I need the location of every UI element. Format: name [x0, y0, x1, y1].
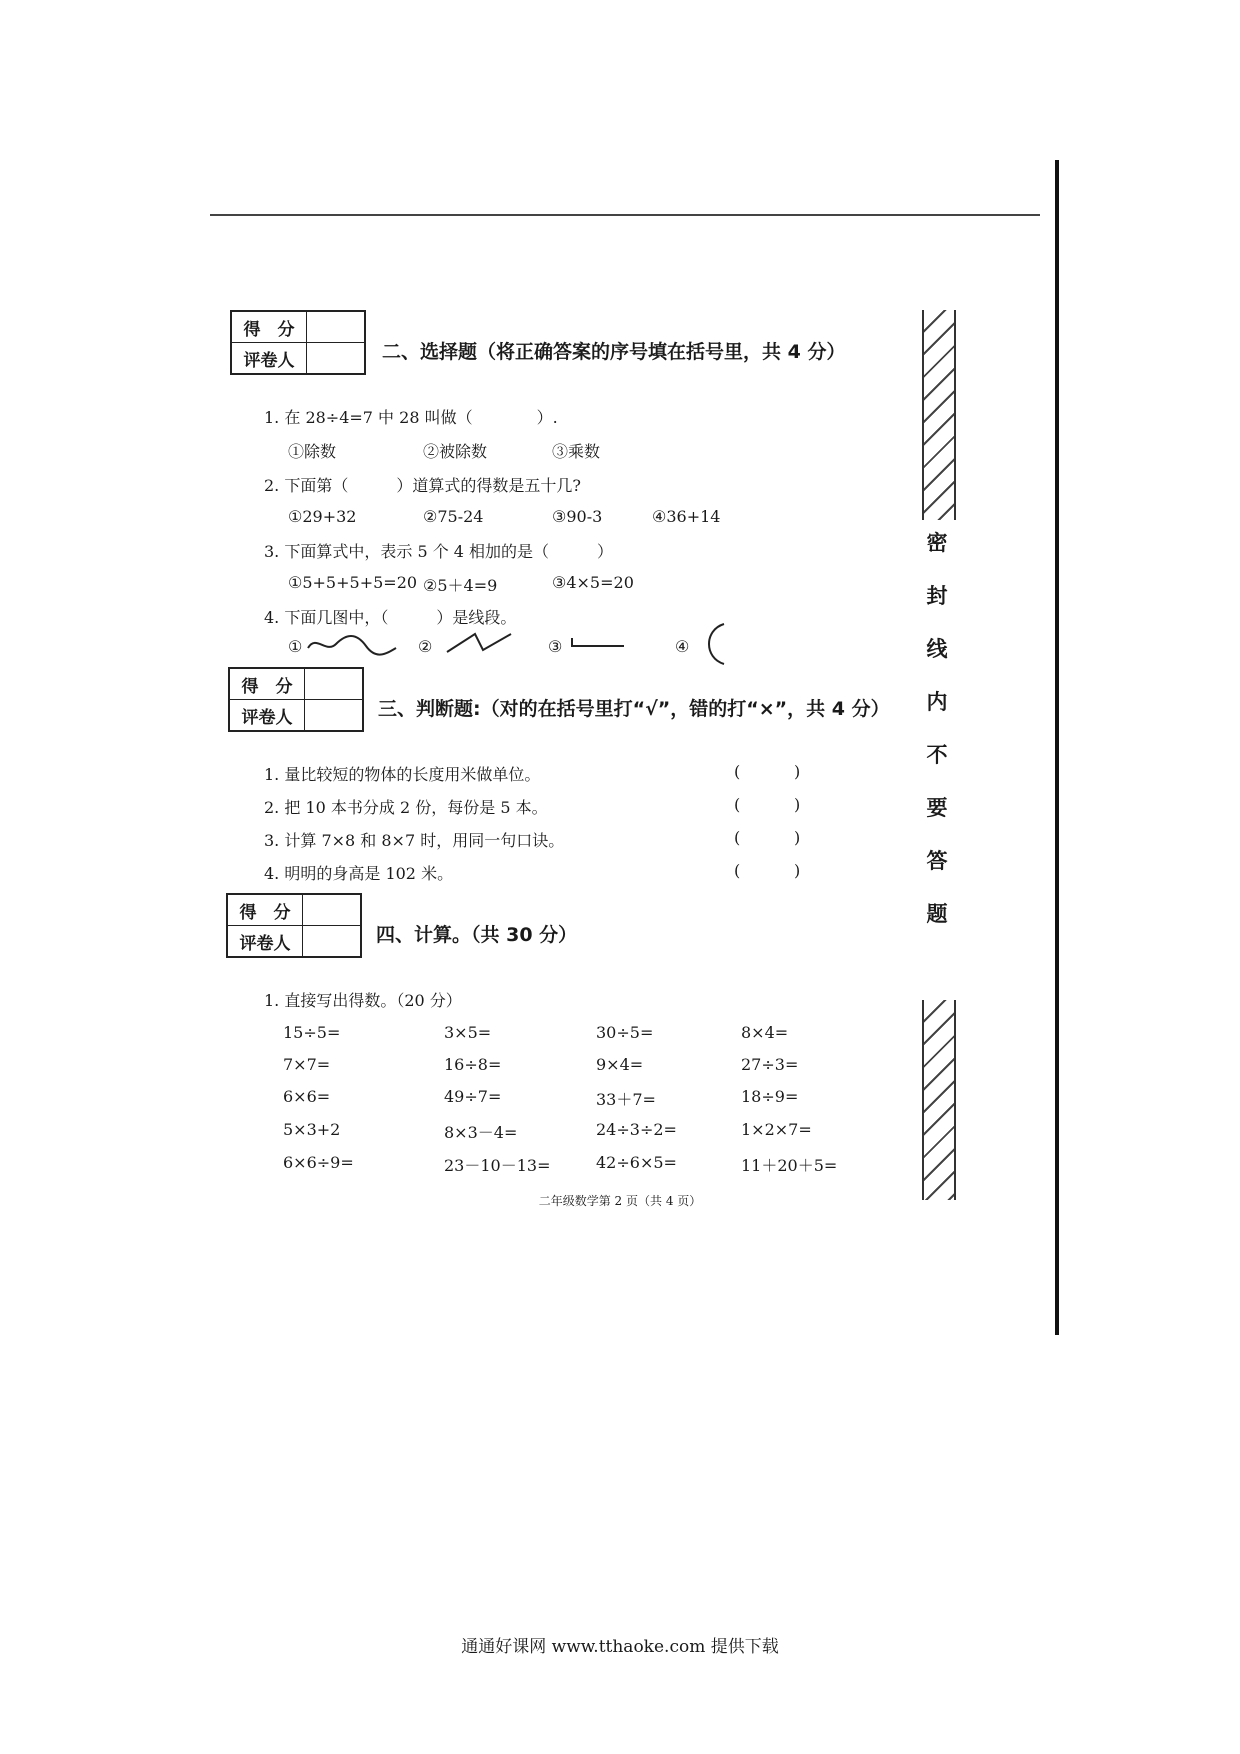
score-box-section4: [226, 893, 362, 958]
option: ②被除数: [423, 442, 488, 461]
download-credit: 通通好课网 www.tthaoke.com 提供下载: [461, 1637, 779, 1657]
bracket-close: ): [794, 828, 801, 847]
question: 3. 下面算式中，表示 5 个 4 相加的是（ ）: [264, 542, 614, 561]
score-cell[interactable]: [307, 311, 366, 343]
calc-item: 9×4=: [596, 1055, 644, 1074]
calc-item: 5×3+2: [283, 1120, 341, 1139]
right-margin-rule: [1055, 160, 1059, 1335]
calc-item: 33＋7=: [596, 1090, 656, 1109]
option: ④: [675, 637, 690, 656]
calc-item: 8×4=: [741, 1023, 789, 1042]
option: ①除数: [288, 442, 337, 461]
calc-item: 30÷5=: [596, 1023, 654, 1042]
seal-char: 答: [926, 848, 948, 873]
question: 2. 下面第（ ）道算式的得数是五十几?: [264, 476, 581, 495]
calc-item: 49÷7=: [444, 1087, 502, 1106]
calc-item: 42÷6×5=: [596, 1153, 677, 1172]
curve-figure: [306, 628, 398, 660]
calc-item: 24÷3÷2=: [596, 1120, 677, 1139]
segment-figure: [568, 632, 628, 652]
option: ③90-3: [552, 507, 603, 526]
score-label: 得 分: [227, 894, 303, 926]
option: ①: [288, 637, 303, 656]
calc-subtitle: 1. 直接写出得数。（20 分）: [264, 991, 462, 1010]
seal-char: 线: [926, 636, 948, 661]
calc-item: 11＋20＋5=: [741, 1156, 838, 1175]
score-cell[interactable]: [305, 668, 364, 700]
score-box-section3: [228, 667, 364, 732]
grader-label: 评卷人: [229, 700, 305, 732]
score-label: 得 分: [231, 311, 307, 343]
judge-question-text: 2. 把 10 本书分成 2 份，每份是 5 本。: [264, 798, 548, 817]
top-rule: [210, 214, 1040, 216]
calc-item: 8×3－4=: [444, 1123, 518, 1142]
calc-item: 16÷8=: [444, 1055, 502, 1074]
option: ②: [418, 637, 433, 656]
judge-question-text: 4. 明明的身高是 102 米。: [264, 864, 454, 883]
calc-item: 6×6÷9=: [283, 1153, 354, 1172]
judge-question-text: 1. 量比较短的物体的长度用米做单位。: [264, 765, 541, 784]
option: ①29+32: [288, 507, 357, 526]
score-box-section2: [230, 310, 366, 375]
option: ③: [548, 637, 563, 656]
bracket-close: ): [794, 795, 801, 814]
page-number: 二年级数学第 2 页（共 4 页）: [538, 1194, 702, 1208]
option: ①5+5+5+5=20: [288, 573, 418, 592]
seal-char: 不: [926, 742, 948, 767]
question: 4. 下面几图中，（ ）是线段。: [264, 608, 517, 627]
arc-figure: [698, 620, 728, 668]
judge-question: [264, 762, 801, 785]
grader-cell[interactable]: [305, 700, 364, 732]
calc-item: 15÷5=: [283, 1023, 341, 1042]
grader-cell[interactable]: [303, 926, 362, 958]
seal-char: 内: [926, 689, 948, 714]
bracket-open: (: [734, 795, 741, 814]
seal-char: 密: [926, 530, 948, 555]
calc-item: 1×2×7=: [741, 1120, 812, 1139]
judge-question: [264, 861, 801, 884]
option: ②75-24: [423, 507, 484, 526]
calc-item: 23－10－13=: [444, 1156, 551, 1175]
seal-char: 要: [926, 795, 948, 820]
seal-binding-strip: [922, 310, 952, 1200]
score-label: 得 分: [229, 668, 305, 700]
hatched-band-bottom: [922, 1000, 956, 1200]
bracket-close: ): [794, 861, 801, 880]
calc-item: 6×6=: [283, 1087, 331, 1106]
broken-line-figure: [445, 628, 515, 656]
calc-item: 3×5=: [444, 1023, 492, 1042]
option: ②5＋4=9: [423, 576, 498, 595]
section2-title: 二、选择题（将正确答案的序号填在括号里，共 4 分）: [382, 341, 846, 363]
bracket-open: (: [734, 762, 741, 781]
hatched-band-top: [922, 310, 956, 520]
judge-question-text: 3. 计算 7×8 和 8×7 时，用同一句口诀。: [264, 831, 565, 850]
section4-title: 四、计算。（共 30 分）: [376, 924, 578, 946]
calc-item: 27÷3=: [741, 1055, 799, 1074]
judge-question: [264, 795, 801, 818]
bracket-open: (: [734, 828, 741, 847]
bracket-open: (: [734, 861, 741, 880]
grader-label: 评卷人: [231, 343, 307, 375]
judge-question: [264, 828, 801, 851]
seal-char: 题: [926, 901, 948, 926]
grader-cell[interactable]: [307, 343, 366, 375]
question: 1. 在 28÷4=7 中 28 叫做（ ）.: [264, 408, 558, 427]
section3-title: 三、判断题:（对的在括号里打“√”，错的打“×”，共 4 分）: [378, 698, 890, 720]
seal-char: 封: [926, 583, 948, 608]
score-cell[interactable]: [303, 894, 362, 926]
calc-item: 7×7=: [283, 1055, 331, 1074]
option: ③4×5=20: [552, 573, 634, 592]
grader-label: 评卷人: [227, 926, 303, 958]
option: ③乘数: [552, 442, 601, 461]
calc-item: 18÷9=: [741, 1087, 799, 1106]
option: ④36+14: [652, 507, 721, 526]
bracket-close: ): [794, 762, 801, 781]
